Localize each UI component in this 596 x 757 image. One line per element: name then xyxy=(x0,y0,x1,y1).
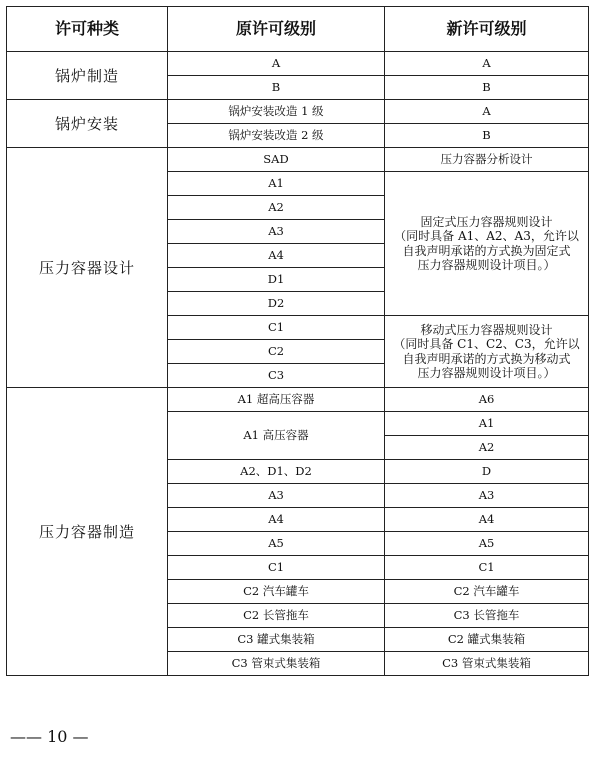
category-vessel-design: 压力容器设计 xyxy=(7,148,168,388)
note-line: （同时具备 A1、A2、A3，允许以 xyxy=(394,229,579,244)
old-level-cell: A1 xyxy=(168,172,385,196)
old-level-cell: A4 xyxy=(168,508,385,532)
category-boiler-manufacture: 锅炉制造 xyxy=(7,52,168,100)
old-level-cell: B xyxy=(168,76,385,100)
page-footer xyxy=(10,727,89,746)
old-level-cell: A2 xyxy=(168,196,385,220)
new-level-cell: A1 xyxy=(385,412,589,436)
header-new-level: 新许可级别 xyxy=(385,7,589,52)
old-level-cell: C3 管束式集装箱 xyxy=(168,652,385,676)
table-row xyxy=(7,388,589,412)
old-level-cell: C1 xyxy=(168,556,385,580)
old-level-cell: C3 罐式集装箱 xyxy=(168,628,385,652)
old-level-cell: C1 xyxy=(168,316,385,340)
new-level-cell: A6 xyxy=(385,388,589,412)
new-level-cell: A4 xyxy=(385,508,589,532)
new-level-cell: A2 xyxy=(385,436,589,460)
old-level-cell: A3 xyxy=(168,220,385,244)
old-level-cell: A xyxy=(168,52,385,76)
old-level-cell: A3 xyxy=(168,484,385,508)
new-level-cell: A5 xyxy=(385,532,589,556)
new-level-cell: B xyxy=(385,76,589,100)
note-line: 自我声明承诺的方式换为固定式 xyxy=(402,243,571,258)
old-level-cell: D2 xyxy=(168,292,385,316)
fixed-vessel-design-note xyxy=(385,172,589,316)
table-row xyxy=(7,100,589,124)
footer-dash: — xyxy=(10,727,26,746)
category-vessel-manufacture: 压力容器制造 xyxy=(7,388,168,676)
note-line: 压力容器规则设计项目。） xyxy=(417,257,556,272)
new-level-cell: A xyxy=(385,100,589,124)
new-level-cell: C3 管束式集装箱 xyxy=(385,652,589,676)
table-row xyxy=(7,148,589,172)
old-level-cell: D1 xyxy=(168,268,385,292)
old-level-cell: A1 高压容器 xyxy=(168,412,385,460)
note-line: （同时具备 C1、C2、C3，允许以 xyxy=(393,337,580,352)
old-level-cell: C2 xyxy=(168,340,385,364)
page-number: — 10 — xyxy=(26,727,89,746)
old-level-cell: 锅炉安装改造 1 级 xyxy=(168,100,385,124)
new-level-cell: C2 罐式集装箱 xyxy=(385,628,589,652)
category-boiler-install: 锅炉安装 xyxy=(7,100,168,148)
header-old-level: 原许可级别 xyxy=(168,7,385,52)
table-row xyxy=(7,52,589,76)
old-level-cell: C3 xyxy=(168,364,385,388)
note-line: 压力容器规则设计项目。） xyxy=(417,365,556,380)
table-header-row xyxy=(7,7,589,52)
permit-conversion-table xyxy=(6,6,589,676)
new-level-cell: C3 长管拖车 xyxy=(385,604,589,628)
note-line: 自我声明承诺的方式换为移动式 xyxy=(402,351,571,366)
new-level-cell: A xyxy=(385,52,589,76)
note-line: 固定式压力容器规则设计 xyxy=(420,214,553,229)
old-level-cell: 锅炉安装改造 2 级 xyxy=(168,124,385,148)
mobile-vessel-design-note xyxy=(385,316,589,388)
old-level-cell: A5 xyxy=(168,532,385,556)
old-level-cell: C2 汽车罐车 xyxy=(168,580,385,604)
old-level-cell: A4 xyxy=(168,244,385,268)
new-level-cell: 压力容器分析设计 xyxy=(385,148,589,172)
new-level-cell: D xyxy=(385,460,589,484)
new-level-cell: A3 xyxy=(385,484,589,508)
new-level-cell: C1 xyxy=(385,556,589,580)
old-level-cell: SAD xyxy=(168,148,385,172)
new-level-cell: C2 汽车罐车 xyxy=(385,580,589,604)
header-permit-type: 许可种类 xyxy=(7,7,168,52)
old-level-cell: A1 超高压容器 xyxy=(168,388,385,412)
old-level-cell: C2 长管拖车 xyxy=(168,604,385,628)
note-line: 移动式压力容器规则设计 xyxy=(420,322,553,337)
new-level-cell: B xyxy=(385,124,589,148)
old-level-cell: A2、D1、D2 xyxy=(168,460,385,484)
